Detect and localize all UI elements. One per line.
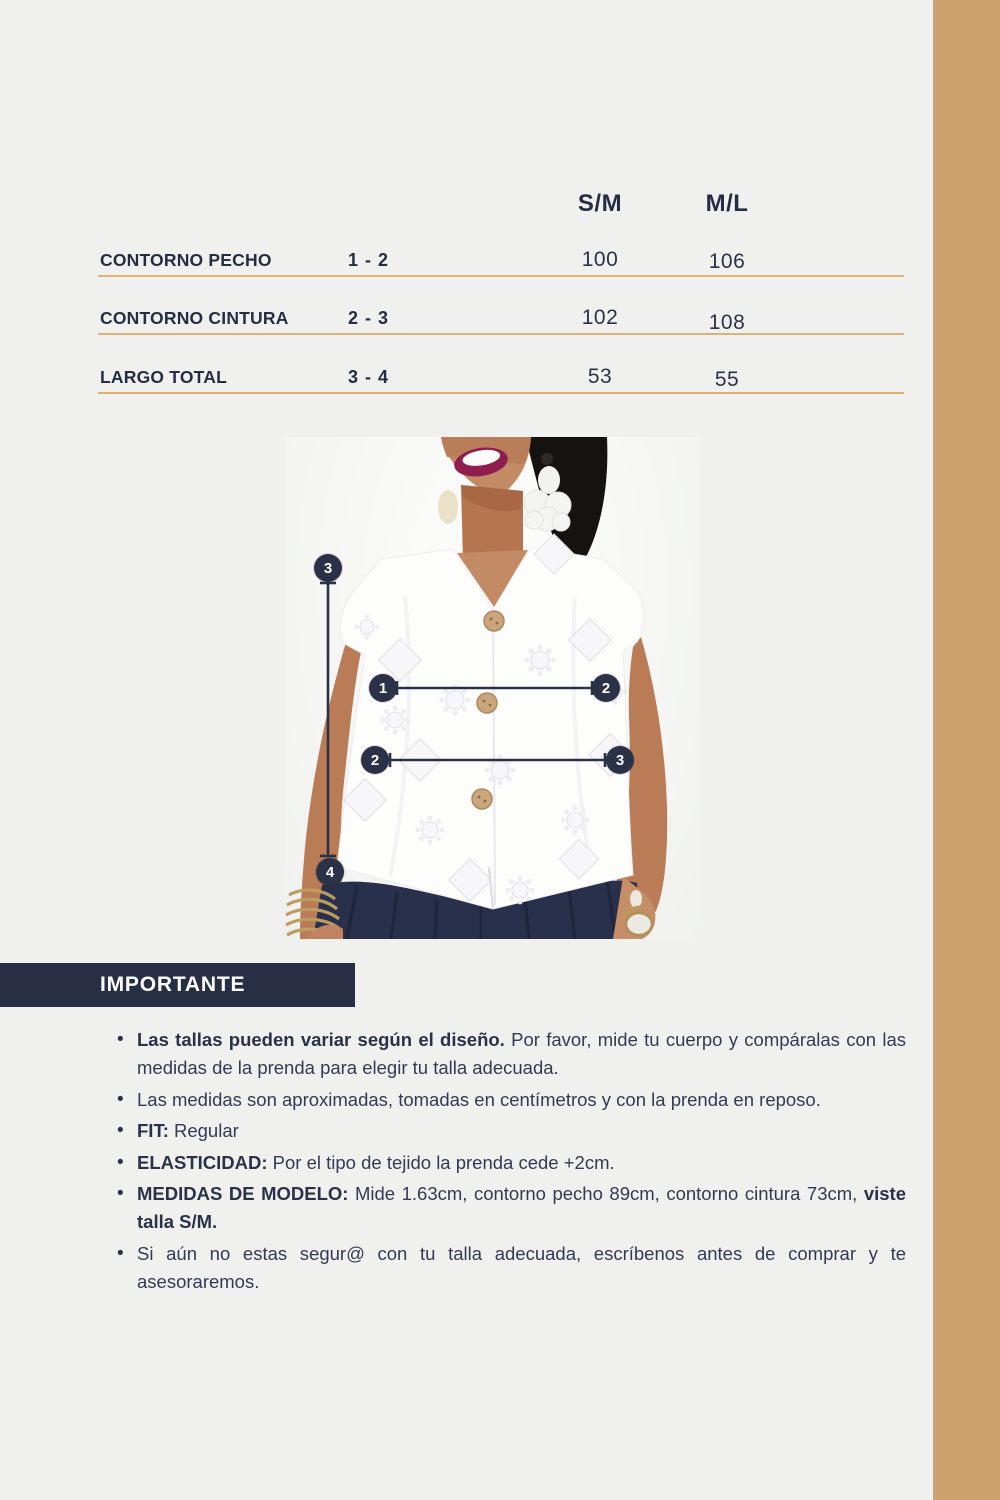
bullet-approx-measures: [110, 1086, 906, 1114]
bullet-sizes-vary: [110, 1026, 906, 1083]
column-header-ml: M/L: [705, 190, 749, 217]
row-measure-points: 2 - 3: [348, 308, 390, 328]
row-label: CONTORNO PECHO: [100, 250, 272, 270]
important-bullet-list: [110, 1026, 906, 1300]
bullet-text: Si aún no estas segur@ con tu talla adecuada, escríbenos antes de comprar y te asesoraremos.: [137, 1242, 906, 1293]
product-photo: [285, 437, 700, 939]
bullet-text: Por favor, mide tu cuerpo y compáralas con las medidas de la prenda para elegir tu talla adecuada.: [137, 1029, 906, 1079]
row-measure-points: 3 - 4: [348, 367, 390, 387]
bullet-bold: Las tallas pueden variar según el diseño.: [137, 1029, 505, 1050]
important-title: IMPORTANTE: [100, 973, 246, 996]
row-label: LARGO TOTAL: [100, 367, 227, 387]
value-ml: 55: [714, 368, 740, 391]
marker-chest-left: 1: [369, 674, 397, 702]
table-row-contorno-pecho: [98, 243, 904, 277]
row-label: CONTORNO CINTURA: [100, 308, 289, 328]
value-sm: 53: [587, 365, 613, 388]
model-illustration: [285, 437, 700, 939]
bullet-contact-us: [110, 1240, 906, 1297]
bullet-text: Regular: [168, 1120, 239, 1142]
bullet-bold: FIT:: [137, 1120, 169, 1142]
table-row-largo-total: [98, 359, 904, 394]
value-sm: 102: [581, 306, 619, 329]
size-table-header: [0, 190, 1000, 220]
value-sm: 100: [581, 248, 619, 271]
marker-chest-right: 2: [592, 674, 620, 702]
table-row-contorno-cintura: [98, 301, 904, 335]
bullet-text: Las medidas son aproximadas, tomadas en centímetros y con la prenda en reposo.: [137, 1088, 821, 1110]
marker-waist-left: 2: [361, 746, 389, 774]
value-ml: 106: [708, 250, 746, 273]
bullet-text: Por el tipo de tejido la prenda cede +2cm.: [267, 1151, 615, 1173]
bullet-elasticity: [110, 1149, 906, 1177]
bullet-model-measures: [110, 1180, 906, 1237]
value-ml: 108: [708, 311, 746, 334]
bullet-bold: ELASTICIDAD:: [137, 1151, 268, 1173]
marker-length-top: 3: [314, 554, 342, 582]
row-measure-points: 1 - 2: [348, 250, 390, 270]
column-header-sm: S/M: [577, 190, 623, 217]
bullet-bold: MEDIDAS DE MODELO:: [137, 1183, 349, 1205]
marker-length-bottom: 4: [316, 858, 344, 886]
bullet-text: Mide 1.63cm, contorno pecho 89cm, contorno cintura 73cm,: [348, 1183, 864, 1205]
right-accent-stripe: [933, 0, 1000, 1500]
bullet-fit: [110, 1117, 906, 1145]
bullet-bold-tail: viste talla S/M.: [137, 1183, 907, 1233]
marker-waist-right: 3: [606, 746, 634, 774]
important-header-bar: [0, 963, 355, 1007]
